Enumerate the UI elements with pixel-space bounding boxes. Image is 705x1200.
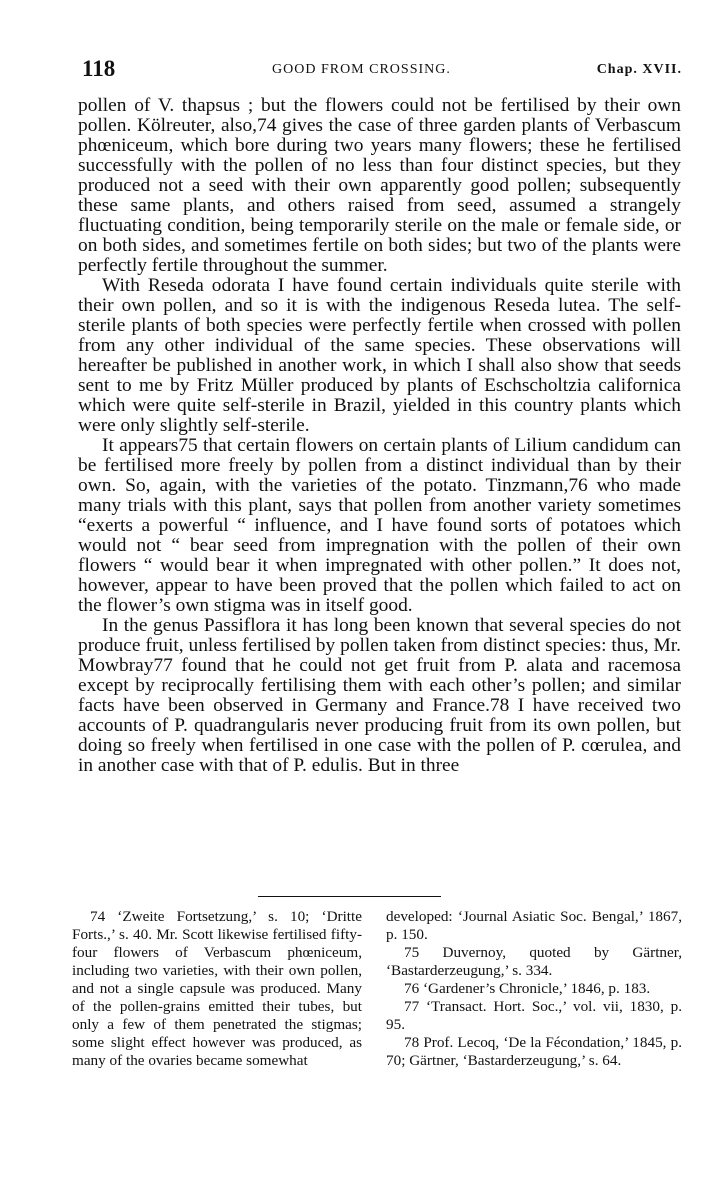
paragraph: pollen of V. thapsus ; but the flowers could not be fertilised by their own pollen. Kölreuter, also,74 gives the case of three garden plants of Verbascum phœniceum, which bore during two years many flowers; these he fertilised successfully with the pollen of no less than four distinct species, but they produced not a seed with their own apparently good pollen; subsequently these same plants, and others raised from seed, assumed a strangely fluctuating condition, being temporarily sterile on the male or female side, or on both sides, and sometimes fertile on both sides; but two of the plants were perfectly fertile throughout the summer. — [78, 95, 681, 276]
footnote-continuation: developed: ‘Journal Asiatic Soc. Bengal,’ 1867, p. 150. — [386, 908, 682, 943]
footnotes-right-column — [386, 908, 682, 1070]
paragraph: It appears75 that certain flowers on certain plants of Lilium candidum can be fertilised more freely by pollen from a distinct individual than by their own. So, again, with the varieties of the potato. Tinzmann,76 who made many trials with this plant, says that pollen from another variety sometimes “exerts a powerful “ influence, and I have found sorts of potatoes which would not “ bear seed from impregnation with the pollen of their own flowers “ would bear it when impregnated with other pollen.” It does not, however, appear to have been proved that the pollen which failed to act on the flower’s own stigma was in itself good. — [78, 435, 681, 616]
body-text — [78, 96, 681, 776]
paragraph: In the genus Passiflora it has long been known that several species do not produce fruit, unless fertilised by pollen taken from distinct species: thus, Mr. Mowbray77 found that he could not get fruit from P. alata and racemosa except by reciprocally fertilising them with each other’s pollen; and similar facts have been observed in Germany and France.78 I have received two accounts of P. quadrangularis never producing fruit from its own pollen, but doing so freely when fertilised in one case with the pollen of P. cœrulea, and in another case with that of P. edulis. But in three — [78, 615, 681, 776]
footnote: 75 Duvernoy, quoted by Gärtner, ‘Bastarderzeugung,’ s. 334. — [386, 944, 682, 979]
page-header — [82, 56, 682, 82]
paragraph: With Reseda odorata I have found certain individuals quite sterile with their own pollen, and so it is with the indigenous Reseda lutea. The self-sterile plants of both species were perfectly fertile when crossed with pollen from any other individual of the same species. These observations will hereafter be published in another work, in which I shall also show that seeds sent to me by Fritz Müller produced by plants of Eschscholtzia californica which were quite self-sterile in Brazil, yielded in this country plants which were only slightly self-sterile. — [78, 275, 681, 436]
footnote: 74 ‘Zweite Fortsetzung,’ s. 10; ‘Dritte Forts.,’ s. 40. Mr. Scott likewise fertilised fifty-four flowers of Verbascum phœniceum, including two varieties, with their own pollen, and not a single capsule was produced. Many of the pollen-grains emitted their tubes, but only a few of them penetrated the stigmas; some slight effect however was produced, as many of the ovaries became somewhat — [72, 908, 362, 1069]
chapter-label: Chap. XVII. — [596, 62, 682, 77]
footnote: 76 ‘Gardener’s Chronicle,’ 1846, p. 183. — [404, 980, 651, 997]
running-title: GOOD FROM CROSSING. — [272, 62, 451, 77]
footnote: 77 ‘Transact. Hort. Soc.,’ vol. vii, 1830, p. 95. — [386, 998, 682, 1033]
footnotes-left-column — [72, 908, 362, 1070]
footnote-divider — [258, 896, 441, 897]
footnote: 78 Prof. Lecoq, ‘De la Fécondation,’ 1845, p. 70; Gärtner, ‘Bastarderzeugung,’ s. 64. — [386, 1034, 682, 1069]
page-number: 118 — [82, 56, 116, 81]
